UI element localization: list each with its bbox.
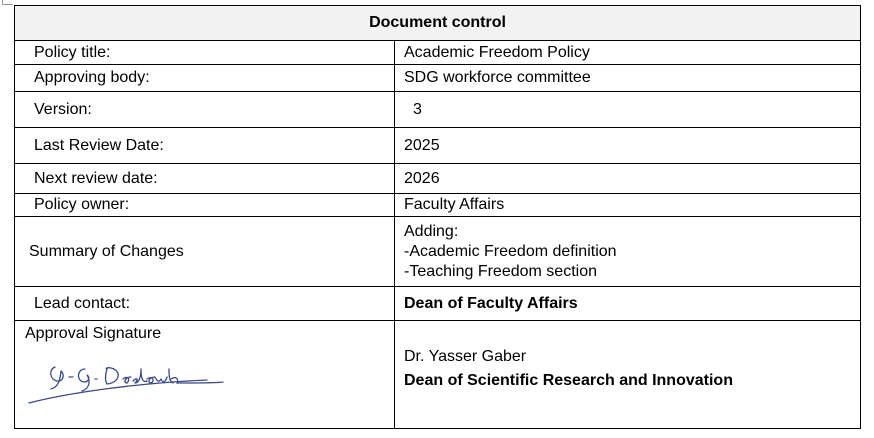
policy-title-value: Academic Freedom Policy bbox=[395, 41, 861, 65]
last-review-label: Last Review Date: bbox=[15, 128, 395, 164]
table-header: Document control bbox=[15, 6, 861, 41]
policy-owner-label: Policy owner: bbox=[15, 194, 395, 217]
approving-body-label: Approving body: bbox=[15, 65, 395, 92]
summary-line: -Teaching Freedom section bbox=[404, 262, 597, 280]
version-label: Version: bbox=[15, 92, 395, 128]
policy-owner-value: Faculty Affairs bbox=[395, 194, 861, 217]
version-value: 3 bbox=[395, 92, 861, 128]
signatory-name: Dr. Yasser Gaber bbox=[404, 348, 527, 365]
lead-contact-value: Dean of Faculty Affairs bbox=[395, 287, 861, 321]
lead-contact-label: Lead contact: bbox=[15, 287, 395, 321]
next-review-value: 2026 bbox=[395, 164, 861, 194]
document-control-table bbox=[14, 5, 861, 429]
summary-value bbox=[395, 217, 861, 287]
summary-line: Adding: bbox=[404, 222, 459, 240]
approval-signature-label: Approval Signature bbox=[25, 325, 162, 342]
summary-label: Summary of Changes bbox=[15, 217, 395, 287]
page-corner-mark bbox=[2, 0, 13, 5]
policy-title-label: Policy title: bbox=[15, 41, 395, 65]
summary-line: -Academic Freedom definition bbox=[404, 242, 617, 260]
next-review-label: Next review date: bbox=[15, 164, 395, 194]
handwritten-signature-icon bbox=[27, 357, 237, 407]
last-review-value: 2025 bbox=[395, 128, 861, 164]
approval-signature-cell bbox=[15, 321, 395, 429]
approval-signatory-cell bbox=[395, 321, 861, 429]
signatory-title: Dean of Scientific Research and Innovation bbox=[404, 372, 733, 389]
approving-body-value: SDG workforce committee bbox=[395, 65, 861, 92]
